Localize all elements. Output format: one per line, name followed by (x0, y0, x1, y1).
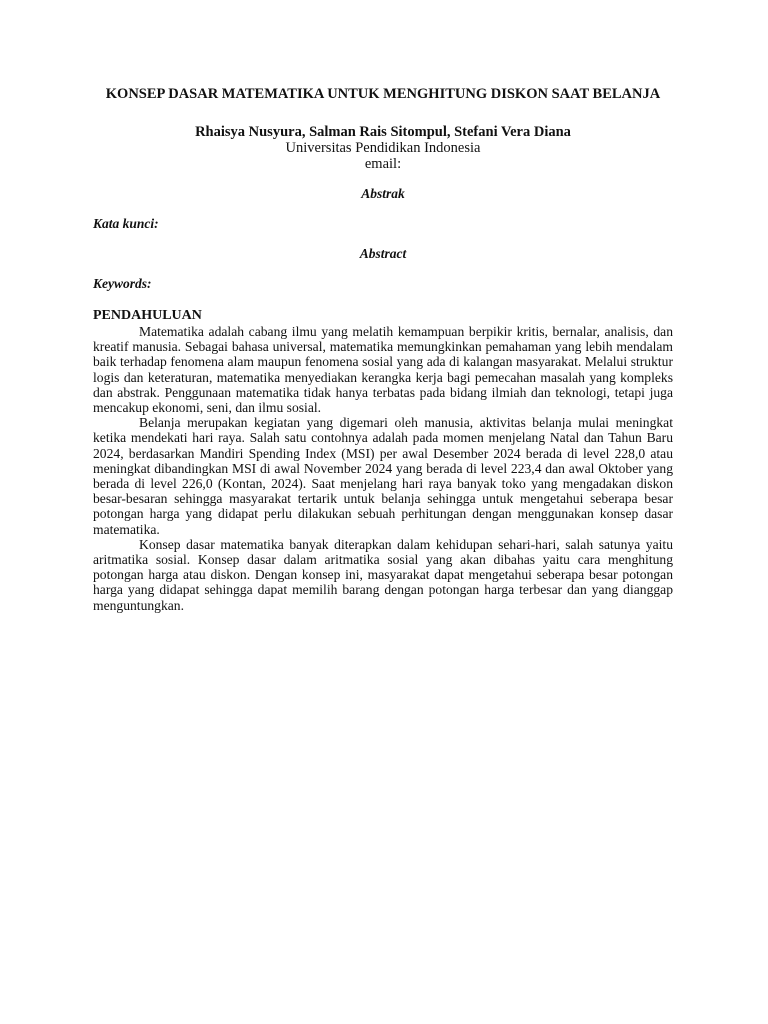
section-heading-pendahuluan: PENDAHULUAN (93, 308, 202, 323)
author-list: Rhaisya Nusyura, Salman Rais Sitompul, Stefani Vera Diana (195, 124, 571, 140)
email-label: email: (364, 156, 402, 172)
paper-title: KONSEP DASAR MATEMATIKA UNTUK MENGHITUNG DISKON SAAT BELANJA (105, 86, 661, 102)
keywords-label: Keywords: (93, 276, 152, 291)
intro-paragraph-1: Matematika adalah cabang ilmu yang melatih kemampuan berpikir kritis, bernalar, analisis, dan kreatif manusia. Sebagai bahasa universal, matematika memungkinkan pemahaman yang lebih mendalam baik terhadap fenomena alam maupun fenomena sosial yang ada di kalangan masyarakat. Melalui struktur logis dan keteraturan, matematika menyediakan kerangka kerja bagi pemecahan masalah yang kompleks dan abstrak. Penggunaan matematika tidak hanya terbatas pada bidang ilmiah dan teknologi, tetapi juga mencakup ekonomi, seni, dan ilmu sosial. (93, 324, 673, 416)
paper-body (93, 86, 673, 613)
kata-kunci-label: Kata kunci: (93, 216, 159, 231)
intro-paragraph-3: Konsep dasar matematika banyak diterapkan dalam kehidupan sehari-hari, salah satunya yaitu aritmatika sosial. Konsep dasar dalam aritmatika sosial yang akan dibahas yaitu cara menghitung potongan harga atau diskon. Dengan konsep ini, masyarakat dapat mengetahui seberapa besar potongan harga yang didapat sehingga dapat memilih barang dengan potongan harga terbesar dan yang dianggap menguntungkan. (93, 536, 673, 613)
affiliation: Universitas Pendidikan Indonesia (285, 140, 481, 156)
intro-paragraph-2: Belanja merupakan kegiatan yang digemari oleh manusia, aktivitas belanja mulai meningkat ketika mendekati hari raya. Salah satu contohnya adalah pada momen menjelang Natal dan Tahun Baru 2024, berdasarkan Mandiri Spending Index (MSI) per awal Desember 2024 berada di level 228,0 atau meningkat dibandingkan MSI di awal November 2024 yang berada di level 223,4 dan awal Oktober yang berada di level 226,0 (Kontan, 2024). Saat menjelang hari raya banyak toko yang mengadakan diskon besar-besaran sehingga masyarakat tertarik untuk belanja sehingga untuk mengetahui seberapa besar potongan harga yang didapat perlu dilakukan sebuah perhitungan dengan menggunakan konsep dasar matematika. (93, 415, 673, 537)
abstract-heading: Abstract (359, 246, 407, 261)
abstrak-heading: Abstrak (361, 186, 405, 201)
